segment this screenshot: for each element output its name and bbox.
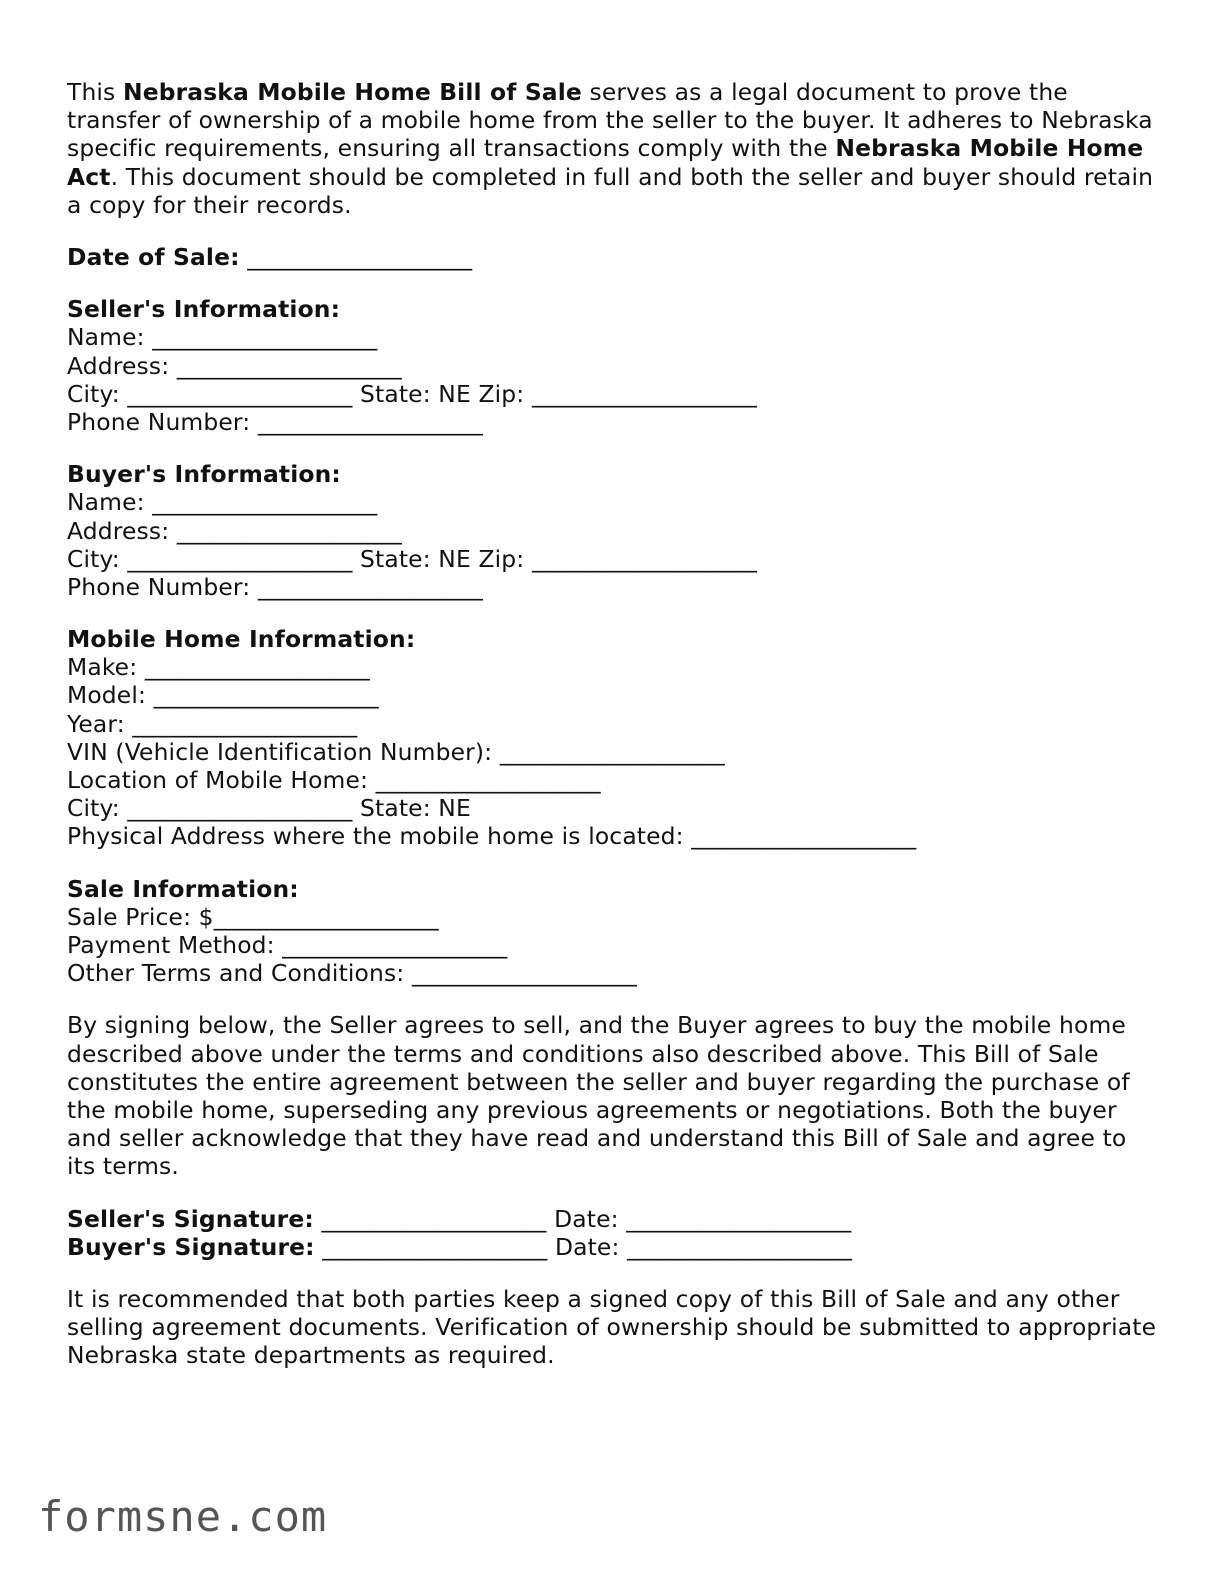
- terms-field[interactable]: ___________________: [411, 959, 637, 988]
- buyer-phone-field[interactable]: ___________________: [257, 572, 483, 601]
- buyer-date-field[interactable]: ___________________: [627, 1232, 853, 1261]
- buyer-city-label: City:: [67, 544, 120, 573]
- buyer-name-label: Name:: [67, 488, 145, 517]
- location-field[interactable]: ___________________: [375, 766, 601, 795]
- seller-zip-field[interactable]: ___________________: [531, 379, 757, 408]
- year-field[interactable]: ___________________: [132, 709, 358, 738]
- buyer-signature-label: Buyer's Signature:: [67, 1232, 315, 1261]
- watermark: formsne.com: [38, 1492, 328, 1541]
- model-label: Model:: [67, 681, 147, 710]
- physical-address-field[interactable]: ___________________: [691, 822, 917, 851]
- seller-address-field[interactable]: ___________________: [176, 351, 402, 380]
- make-field[interactable]: ___________________: [144, 653, 370, 682]
- buyer-phone-label: Phone Number:: [67, 572, 251, 601]
- terms-label: Other Terms and Conditions:: [67, 959, 405, 988]
- date-of-sale-label: Date of Sale:: [67, 243, 240, 272]
- buyer-zip-label: Zip:: [478, 544, 525, 573]
- year-label: Year:: [67, 709, 125, 738]
- buyer-heading: Buyer's Information:: [67, 460, 341, 489]
- seller-phone-label: Phone Number:: [67, 407, 251, 436]
- signature-section: [67, 1205, 1157, 1261]
- buyer-address-field[interactable]: ___________________: [176, 516, 402, 545]
- intro-paragraph: [67, 78, 1157, 219]
- payment-method-field[interactable]: ___________________: [282, 930, 508, 959]
- location-label: Location of Mobile Home:: [67, 766, 369, 795]
- seller-address-label: Address:: [67, 351, 170, 380]
- seller-signature-field[interactable]: ___________________: [321, 1204, 547, 1233]
- seller-date-field[interactable]: ___________________: [626, 1204, 852, 1233]
- home-city-label: City:: [67, 794, 120, 823]
- seller-city-field[interactable]: ___________________: [127, 379, 353, 408]
- seller-section: [67, 295, 1157, 436]
- buyer-section: [67, 460, 1157, 601]
- intro-text-2: serves as a legal document to prove the transfer of ownership of a mobile home from the seller to the buyer. It adheres to Nebraska specific requirements, ensuring all transactions comply with the: [67, 78, 1153, 163]
- sale-section: [67, 875, 1157, 988]
- seller-signature-label: Seller's Signature:: [67, 1204, 314, 1233]
- buyer-zip-field[interactable]: ___________________: [531, 544, 757, 573]
- home-state-label: State: NE: [360, 794, 471, 823]
- vin-field[interactable]: ___________________: [499, 737, 725, 766]
- date-of-sale-field[interactable]: ___________________: [247, 243, 473, 272]
- intro-text-3: . This document should be completed in full and both the seller and buyer should retain a copy for their records.: [67, 162, 1154, 219]
- mobile-home-heading: Mobile Home Information:: [67, 625, 416, 654]
- closing-paragraph: It is recommended that both parties keep a signed copy of this Bill of Sale and any other selling agreement documents. Verification of ownership should be submitted to appropriate Nebraska state departments as required.: [67, 1284, 1157, 1370]
- make-label: Make:: [67, 653, 138, 682]
- home-city-field[interactable]: ___________________: [127, 794, 353, 823]
- sale-heading: Sale Information:: [67, 874, 299, 903]
- agreement-paragraph: By signing below, the Seller agrees to sell, and the Buyer agrees to buy the mobile home described above under the terms and conditions also described above. This Bill of Sale constitutes the entire agreement between the seller and buyer regarding the purchase of the mobile home, superseding any previous agreements or negotiations. Both the buyer and seller acknowledge that they have read and understand this Bill of Sale and agree to its terms.: [67, 1011, 1130, 1181]
- model-field[interactable]: ___________________: [153, 681, 379, 710]
- buyer-city-field[interactable]: ___________________: [127, 544, 353, 573]
- buyer-date-label: Date:: [554, 1232, 620, 1261]
- buyer-signature-field[interactable]: ___________________: [322, 1232, 548, 1261]
- mobile-home-section: [67, 625, 1157, 851]
- vin-label: VIN (Vehicle Identification Number):: [67, 737, 493, 766]
- sale-price-field[interactable]: ___________________: [213, 902, 439, 931]
- payment-method-label: Payment Method:: [67, 930, 275, 959]
- sale-price-label: Sale Price: $: [67, 902, 214, 931]
- intro-text-1: This: [67, 78, 123, 106]
- physical-address-label: Physical Address where the mobile home is located:: [67, 822, 684, 851]
- date-of-sale-section: [67, 243, 1157, 271]
- seller-city-label: City:: [67, 379, 120, 408]
- buyer-name-field[interactable]: ___________________: [152, 488, 378, 517]
- seller-phone-field[interactable]: ___________________: [257, 407, 483, 436]
- document-body: [67, 78, 1157, 1370]
- intro-bold-title: Nebraska Mobile Home Bill of Sale: [122, 78, 582, 106]
- seller-heading: Seller's Information:: [67, 295, 341, 324]
- buyer-state-label: State: NE: [360, 544, 471, 573]
- seller-zip-label: Zip:: [478, 379, 525, 408]
- intro-bold-act: Nebraska Mobile Home Act: [67, 134, 1144, 191]
- seller-name-label: Name:: [67, 323, 145, 352]
- seller-date-label: Date:: [554, 1204, 619, 1233]
- buyer-address-label: Address:: [67, 516, 170, 545]
- seller-state-label: State: NE: [360, 379, 471, 408]
- seller-name-field[interactable]: ___________________: [152, 323, 378, 352]
